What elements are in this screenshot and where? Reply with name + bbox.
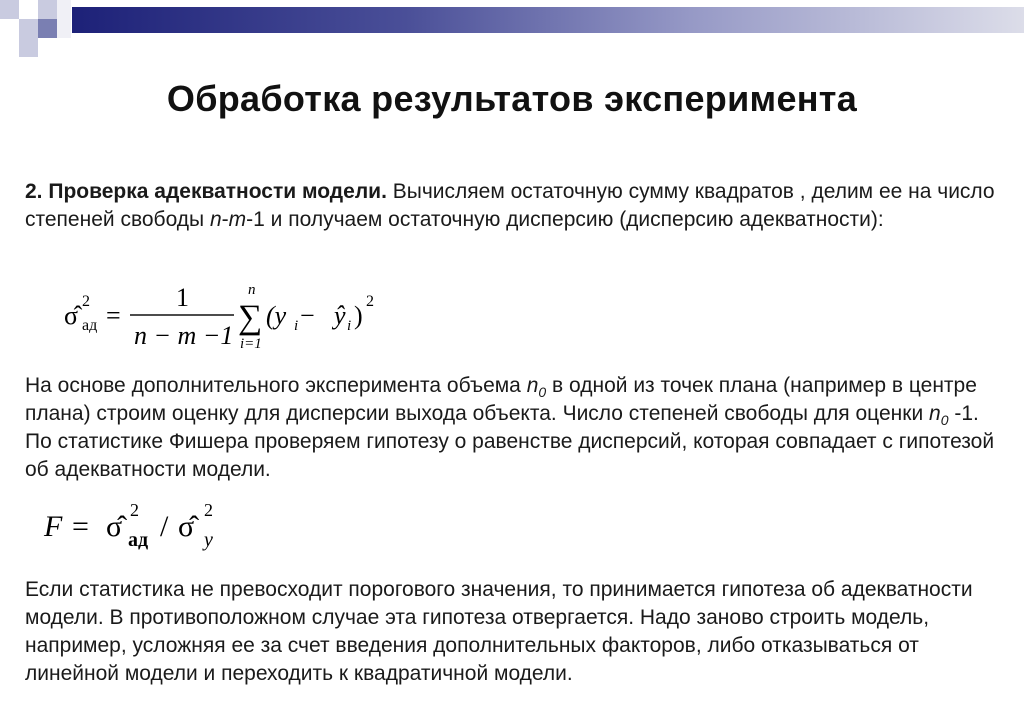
minus-sign: − — [300, 301, 315, 330]
paragraph-text: Вычисляем остаточную сумму квадратов , делим ее на число степеней свободы — [25, 180, 995, 231]
formula-power: 2 — [366, 293, 374, 310]
corner-square-decoration — [0, 19, 19, 38]
formula-subscript: ад — [82, 317, 98, 334]
close-paren: ) — [354, 301, 363, 330]
paragraph-text: в одной из точек плана (например в центре плана) строим оценку для дисперсии выхода объекта. Число степеней свободы для оценки — [25, 374, 977, 425]
formula-subscript-i: i — [294, 318, 299, 334]
y-hat: ŷ — [334, 301, 346, 330]
formula-subscript: ад — [128, 529, 149, 551]
sum-upper-limit: n — [248, 282, 256, 298]
sum-symbol: ∑ — [238, 299, 263, 336]
formula-superscript: 2 — [130, 500, 139, 520]
paragraph-text: -1. По статистике Фишера проверяем гипотезу о равенстве дисперсий, которая совпадает с гипотезой об адекватности модели. — [25, 402, 995, 481]
corner-square-decoration — [57, 0, 71, 38]
var-n: n — [929, 402, 941, 425]
corner-square-decoration — [19, 0, 38, 19]
dash: - — [221, 208, 229, 231]
var-m: m — [228, 208, 247, 231]
corner-square-decoration — [0, 0, 19, 19]
var-n0 — [929, 402, 949, 429]
formula-residual-variance — [60, 280, 390, 360]
formula-superscript: 2 — [204, 500, 213, 520]
corner-square-decoration — [38, 19, 57, 38]
sigma-hat-symbol: σ̂ — [178, 510, 195, 543]
formula-subscript: y — [204, 529, 213, 551]
sigma-hat-symbol: σ̂ — [64, 301, 79, 330]
equals-sign: = — [106, 301, 121, 330]
equals-sign: = — [72, 510, 89, 543]
fraction-numerator: 1 — [176, 283, 189, 312]
paragraph-text: На основе дополнительного эксперимента объема — [25, 374, 527, 397]
formula-body-y: (y — [266, 301, 287, 330]
paragraph-adequacy-check — [25, 178, 1005, 234]
subscript-zero: 0 — [940, 412, 949, 429]
division-slash: / — [160, 510, 169, 543]
paragraph-conclusion: Если статистика не превосходит порогового значения, то принимается гипотеза об адекватности модели. В противоположном случае эта гипотеза отвергается. Надо заново строить модель, например, усложняя ее за счет введения дополнительных факторов, либо отказываться от линейной модели и переходить к квадратичной модели. — [25, 578, 973, 685]
var-F: F — [44, 510, 63, 543]
formula-superscript: 2 — [82, 293, 90, 310]
formula-subscript-i: i — [347, 318, 352, 334]
formula-fisher-statistic — [40, 498, 250, 558]
header-gradient-bar — [72, 7, 1024, 33]
sum-lower-limit: i=1 — [240, 336, 262, 352]
slide-title: Обработка результатов эксперимента — [166, 78, 858, 119]
corner-square-decoration — [19, 38, 38, 57]
fraction-denominator: n − m −1 — [134, 321, 234, 350]
corner-square-decoration — [38, 0, 57, 19]
section-heading: 2. Проверка адекватности модели. — [25, 180, 387, 203]
paragraph-text: -1 и получаем остаточную дисперсию (дисперсию адекватности): — [246, 208, 884, 231]
var-n: n — [526, 374, 539, 397]
sigma-hat-symbol: σ̂ — [106, 510, 123, 543]
subscript-zero: 0 — [538, 384, 547, 401]
paragraph-fisher-test — [25, 372, 1005, 484]
var-n0 — [526, 374, 547, 401]
corner-square-decoration — [19, 19, 38, 38]
var-n: n — [209, 208, 222, 231]
